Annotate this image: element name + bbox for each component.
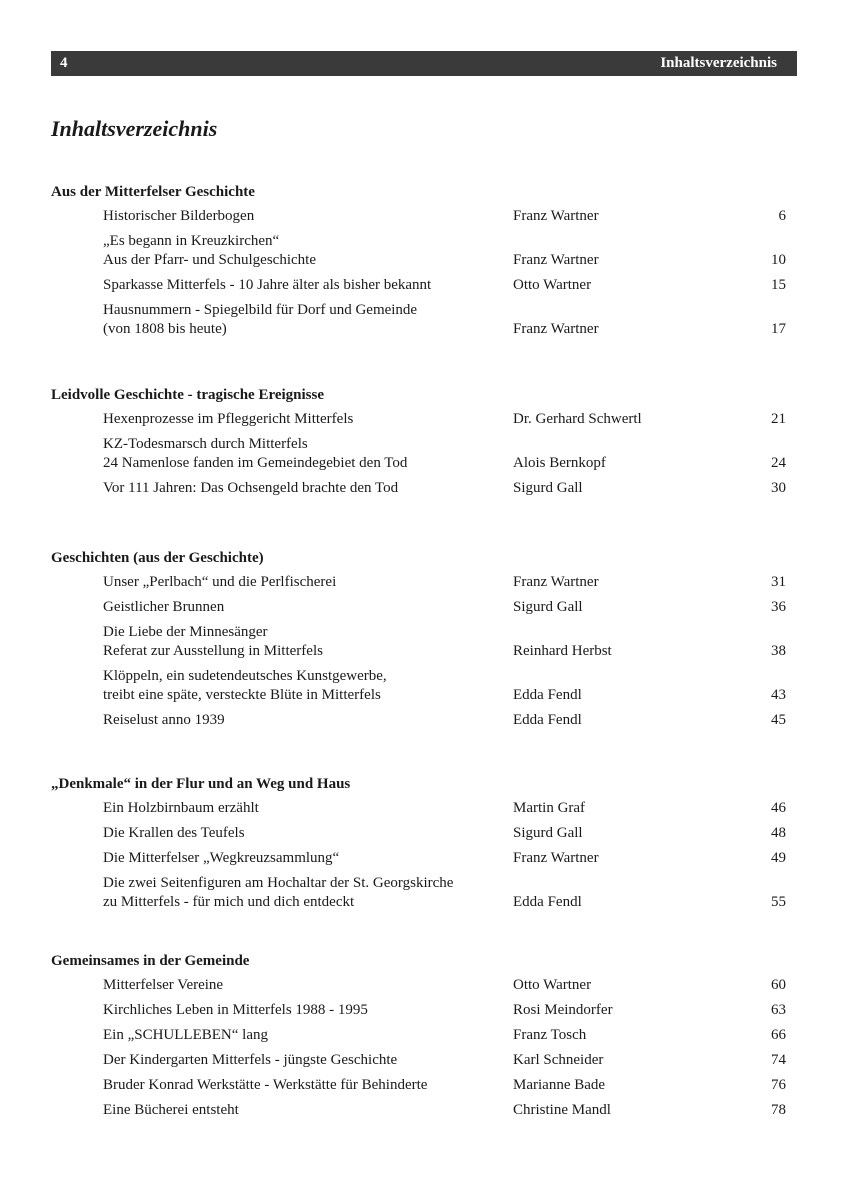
entry-author: Karl Schneider xyxy=(513,1052,604,1068)
entry-title-line: Der Kindergarten Mitterfels - jüngste Geschichte xyxy=(103,1052,398,1068)
toc-entry xyxy=(51,410,791,429)
toc-section xyxy=(51,952,791,1120)
entry-title xyxy=(103,824,503,843)
entry-author: Franz Wartner xyxy=(513,321,599,337)
entry-page-number: 60 xyxy=(771,977,786,993)
entry-page-number: 36 xyxy=(771,599,786,615)
entry-title-line: Eine Bücherei entsteht xyxy=(103,1102,239,1118)
entry-author: Christine Mandl xyxy=(513,1102,611,1118)
section-title: „Denkmale“ in der Flur und an Weg und Haus xyxy=(51,776,351,792)
toc-section xyxy=(51,386,791,498)
entry-title xyxy=(103,410,503,429)
section-title: Leidvolle Geschichte - tragische Ereignisse xyxy=(51,387,325,403)
entry-author: Edda Fendl xyxy=(513,712,582,728)
entry-author: Otto Wartner xyxy=(513,277,592,293)
entry-title-line: treibt eine späte, versteckte Blüte in Mitterfels xyxy=(103,687,381,703)
entry-page-number: 17 xyxy=(771,321,786,337)
entry-title xyxy=(103,573,503,592)
entry-page-number: 66 xyxy=(771,1027,786,1043)
entry-author: Edda Fendl xyxy=(513,687,582,703)
toc-entry xyxy=(51,276,791,295)
entry-author: Franz Tosch xyxy=(513,1027,587,1043)
entry-author: Franz Wartner xyxy=(513,252,599,268)
entry-page-number: 6 xyxy=(778,208,786,224)
entry-title-line: Die Mitterfelser „Wegkreuzsammlung“ xyxy=(103,850,340,866)
entry-author: Franz Wartner xyxy=(513,208,599,224)
entry-title-line: 24 Namenlose fanden im Gemeindegebiet den Tod xyxy=(103,455,408,471)
entry-author: Edda Fendl xyxy=(513,894,582,910)
toc-entry xyxy=(51,799,791,818)
toc-entry xyxy=(51,976,791,995)
section-title: Geschichten (aus der Geschichte) xyxy=(51,550,264,566)
section-title: Gemeinsames in der Gemeinde xyxy=(51,953,250,969)
entry-author: Franz Wartner xyxy=(513,850,599,866)
toc-entry xyxy=(51,435,791,473)
entry-title xyxy=(103,711,503,730)
entry-title-line: Ein „SCHULLEBEN“ lang xyxy=(103,1027,268,1043)
entry-title-line: Klöppeln, ein sudetendeutsches Kunstgewerbe, xyxy=(103,668,387,684)
entry-author: Dr. Gerhard Schwertl xyxy=(513,411,642,427)
entry-page-number: 21 xyxy=(771,411,786,427)
toc-entry xyxy=(51,1026,791,1045)
page-number: 4 xyxy=(60,55,68,71)
toc-entry xyxy=(51,1076,791,1095)
entry-author: Franz Wartner xyxy=(513,574,599,590)
entry-page-number: 48 xyxy=(771,825,786,841)
entry-title-line: Referat zur Ausstellung in Mitterfels xyxy=(103,643,323,659)
toc-entry xyxy=(51,1101,791,1120)
entry-author: Reinhard Herbst xyxy=(513,643,612,659)
entry-author: Alois Bernkopf xyxy=(513,455,606,471)
entry-title-line: Aus der Pfarr- und Schulgeschichte xyxy=(103,252,316,268)
entry-title xyxy=(103,1026,503,1045)
entry-author: Rosi Meindorfer xyxy=(513,1002,613,1018)
entry-page-number: 49 xyxy=(771,850,786,866)
entry-page-number: 63 xyxy=(771,1002,786,1018)
entry-title-line: zu Mitterfels - für mich und dich entdeckt xyxy=(103,894,355,910)
entry-title-line: Die Liebe der Minnesänger xyxy=(103,624,268,640)
entry-author: Marianne Bade xyxy=(513,1077,606,1093)
entry-title-line: KZ-Todesmarsch durch Mitterfels xyxy=(103,436,308,452)
entry-page-number: 31 xyxy=(771,574,786,590)
toc-section xyxy=(51,549,791,730)
entry-page-number: 78 xyxy=(771,1102,786,1118)
running-header-title: Inhaltsverzeichnis xyxy=(660,55,777,71)
toc-entry xyxy=(51,849,791,868)
entry-title xyxy=(103,1076,503,1095)
entry-title-line: Vor 111 Jahren: Das Ochsengeld brachte den Tod xyxy=(103,480,399,496)
entry-title xyxy=(103,623,503,661)
toc-entry xyxy=(51,232,791,270)
entry-page-number: 76 xyxy=(771,1077,786,1093)
entry-author: Sigurd Gall xyxy=(513,480,583,496)
toc-entry xyxy=(51,1001,791,1020)
toc-entry xyxy=(51,711,791,730)
entry-title-line: „Es begann in Kreuzkirchen“ xyxy=(103,233,280,249)
entry-title-line: Historischer Bilderbogen xyxy=(103,208,255,224)
toc-entry xyxy=(51,623,791,661)
entry-title xyxy=(103,479,503,498)
toc-section xyxy=(51,775,791,912)
toc-entry xyxy=(51,301,791,339)
entry-title xyxy=(103,276,503,295)
toc-entry xyxy=(51,667,791,705)
entry-page-number: 55 xyxy=(771,894,786,910)
toc-entry xyxy=(51,479,791,498)
entry-page-number: 30 xyxy=(771,480,786,496)
entry-author: Sigurd Gall xyxy=(513,599,583,615)
entry-title xyxy=(103,849,503,868)
toc-entry xyxy=(51,1051,791,1070)
entry-title-line: Ein Holzbirnbaum erzählt xyxy=(103,800,259,816)
entry-title-line: (von 1808 bis heute) xyxy=(103,321,227,337)
entry-title xyxy=(103,874,503,912)
entry-title-line: Geistlicher Brunnen xyxy=(103,599,225,615)
section-title: Aus der Mitterfelser Geschichte xyxy=(51,184,255,200)
entry-author: Otto Wartner xyxy=(513,977,592,993)
entry-author: Sigurd Gall xyxy=(513,825,583,841)
entry-title xyxy=(103,598,503,617)
entry-title xyxy=(103,976,503,995)
entry-title-line: Mitterfelser Vereine xyxy=(103,977,224,993)
entry-title-line: Hexenprozesse im Pfleggericht Mitterfels xyxy=(103,411,354,427)
entry-title xyxy=(103,232,503,270)
entry-page-number: 45 xyxy=(771,712,786,728)
toc-entry xyxy=(51,874,791,912)
page-title: Inhaltsverzeichnis xyxy=(51,116,218,141)
entry-title xyxy=(103,435,503,473)
entry-page-number: 43 xyxy=(771,687,786,703)
entry-title-line: Die Krallen des Teufels xyxy=(103,825,245,841)
entry-page-number: 46 xyxy=(771,800,786,816)
entry-title xyxy=(103,1001,503,1020)
toc-entry xyxy=(51,207,791,226)
entry-page-number: 38 xyxy=(771,643,786,659)
entry-title xyxy=(103,667,503,705)
entry-title xyxy=(103,799,503,818)
entry-author: Martin Graf xyxy=(513,800,586,816)
toc-entry xyxy=(51,824,791,843)
toc-entry xyxy=(51,598,791,617)
entry-title xyxy=(103,1101,503,1120)
entry-page-number: 15 xyxy=(771,277,786,293)
entry-title xyxy=(103,1051,503,1070)
entry-title-line: Unser „Perlbach“ und die Perlfischerei xyxy=(103,574,337,590)
entry-page-number: 10 xyxy=(771,252,786,268)
entry-title-line: Die zwei Seitenfiguren am Hochaltar der St. Georgskirche xyxy=(103,875,454,891)
toc-entry xyxy=(51,573,791,592)
entry-page-number: 24 xyxy=(771,455,786,471)
entry-title-line: Hausnummern - Spiegelbild für Dorf und Gemeinde xyxy=(103,302,418,318)
entry-title-line: Bruder Konrad Werkstätte - Werkstätte für Behinderte xyxy=(103,1077,428,1093)
header-bar xyxy=(51,51,797,76)
entry-title xyxy=(103,301,503,339)
entry-title-line: Sparkasse Mitterfels - 10 Jahre älter als bisher bekannt xyxy=(103,277,432,293)
entry-title xyxy=(103,207,503,226)
entry-page-number: 74 xyxy=(771,1052,786,1068)
entry-title-line: Reiselust anno 1939 xyxy=(103,712,225,728)
entry-title-line: Kirchliches Leben in Mitterfels 1988 - 1995 xyxy=(103,1002,368,1018)
toc-section xyxy=(51,183,791,339)
